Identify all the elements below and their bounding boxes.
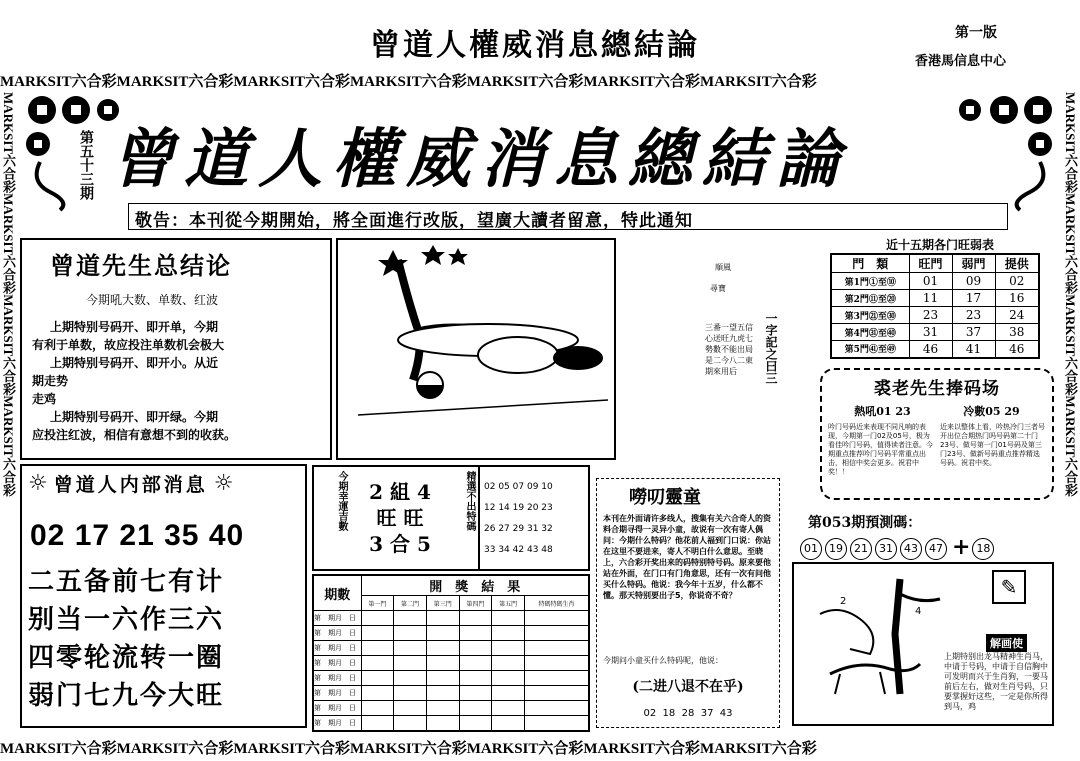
lottery-cell <box>394 716 427 731</box>
wang-cell: 41 <box>952 341 995 358</box>
summary-line: 期走势 <box>32 374 69 388</box>
lottery-cell <box>361 626 394 641</box>
issue-label: 第五十三期 <box>78 130 93 200</box>
wang-cell: 16 <box>995 290 1039 307</box>
lottery-cell <box>524 716 589 731</box>
lottery-row <box>313 716 589 731</box>
elder-hot: 熱吼01 23 <box>854 405 911 418</box>
wang-cell: 37 <box>952 324 995 341</box>
forecast-balls <box>800 534 997 560</box>
wang-header: 旺門 <box>909 254 952 273</box>
inner-news-numbers: 02 17 21 35 40 <box>30 519 245 552</box>
lottery-cell <box>361 686 394 701</box>
lottery-cell <box>459 611 492 626</box>
lottery-cell <box>426 656 459 671</box>
lottery-cell <box>361 641 394 656</box>
lottery-cell <box>394 656 427 671</box>
lottery-cell <box>492 626 525 641</box>
combo-row3: 3 合 5 <box>369 532 431 556</box>
main-title: 曾道人權威消息總結論 <box>110 122 850 197</box>
lottery-cell <box>426 716 459 731</box>
summary-box <box>20 238 332 460</box>
sun-icon: ☼ <box>213 471 234 496</box>
inner-news-title: 曾道人内部消息 <box>53 474 208 496</box>
tree-duck-illustration <box>338 240 614 458</box>
child-numbers: 02 18 28 37 43 <box>643 708 733 719</box>
summary-line: 上期特别号码开、即开单，今期 <box>50 320 219 334</box>
lottery-row-label: 第 期月 日 <box>313 611 361 626</box>
child-body: 本刊在外面请许多线人，搜集有关六合奇人的资料合期寻得一灵异小童，故说有一次有寄人偶问：今期什么特码？他花前人福到门口说：你站在这里不要进来，寄人不明白什么意思。至晓上，六合彩开奖出来的码特别特号码。原来要他站在外面，在门口有门角意思，还有一次有问他买什么特码。他说：我今年十五岁，什么都不懂。那天特别要出子5，你说奇不奇？ <box>603 514 771 600</box>
painting-box <box>792 562 1054 726</box>
summary-line: 走鸡 <box>32 392 57 406</box>
forecast-ball: 31 <box>875 538 897 560</box>
wang-cell: 02 <box>995 273 1039 290</box>
coin-ornament-left <box>20 92 120 212</box>
combo-row2: 旺 旺 <box>376 506 424 530</box>
lottery-cell <box>394 701 427 716</box>
lottery-cell <box>524 626 589 641</box>
lottery-cell <box>459 641 492 656</box>
select-row: 33 34 42 43 48 <box>484 545 553 555</box>
lottery-row <box>313 626 589 641</box>
horse-deer-illustration <box>800 574 950 714</box>
wang-cell: 46 <box>995 341 1039 358</box>
wang-header: 弱門 <box>952 254 995 273</box>
lottery-cell <box>426 701 459 716</box>
wang-cell: 31 <box>909 324 952 341</box>
edition-label: 第一版 <box>955 25 997 41</box>
lottery-row-label: 第 期月 日 <box>313 701 361 716</box>
lottery-cell <box>459 701 492 716</box>
elder-text-left: 吟门号码近来表现不同凡响的表现，今期第一门02及05号，极为看佳吟门号码，值得读者注意。今期重点推荐吟门号码平常重点出击，相信中奖会更多。祝君中奖！！ <box>828 423 933 476</box>
wang-cell: 09 <box>952 273 995 290</box>
lottery-row <box>313 701 589 716</box>
lottery-cell <box>394 671 427 686</box>
lottery-sub-header: 第四門 <box>459 596 492 611</box>
lottery-cell <box>426 611 459 626</box>
wang-cell: 46 <box>909 341 952 358</box>
select-numbers-box <box>478 465 590 571</box>
lottery-cell <box>361 611 394 626</box>
inner-news-line: 弱门七九今大旺 <box>28 681 225 711</box>
lottery-row-label: 第 期月 日 <box>313 656 361 671</box>
lottery-row <box>313 671 589 686</box>
wang-cell: 38 <box>995 324 1039 341</box>
poem-verse: 三番一望五信心送旺九虎七勢數不能出局是二今八二東期來用后 <box>705 323 753 376</box>
plus-sign: + <box>952 534 971 560</box>
lottery-row-label: 第 期月 日 <box>313 626 361 641</box>
marksit-side-left: MARKSIT六合彩MARKSIT六合彩MARKSIT六合彩MARKSIT六合彩 <box>1 92 16 497</box>
wang-row-label: 第3門㉑至㉚ <box>831 307 909 324</box>
wang-table-title: 近十五期各门旺弱表 <box>885 238 994 252</box>
lottery-cell <box>426 686 459 701</box>
lottery-cell <box>524 701 589 716</box>
lottery-table <box>312 574 590 732</box>
wang-cell: 17 <box>952 290 995 307</box>
forecast-ball: 43 <box>900 538 922 560</box>
lottery-sub-header: 第一門 <box>361 596 394 611</box>
wang-cell: 01 <box>909 273 952 290</box>
lottery-cell <box>459 671 492 686</box>
poem-author-b: 尋寶 <box>710 284 726 293</box>
lottery-cell <box>394 686 427 701</box>
poem-author-a: 順風 <box>715 263 731 272</box>
elder-text-right: 近来以整体上看，吟热冷门三者号开出位合期热门吗号码第二十门23号、做号第一门01号码及第三门23号、做新号码重点推荐精选号码。祝君中奖。 <box>940 423 1045 467</box>
lottery-cell <box>459 626 492 641</box>
lottery-cell <box>459 716 492 731</box>
inner-news-line: 别当一六作三六 <box>28 605 225 635</box>
lottery-row <box>313 611 589 626</box>
wang-cell: 11 <box>909 290 952 307</box>
notice-banner: 敬告：本刊從今期開始，將全面進行改版，望廣大讀者留意，特此通知 <box>128 203 1008 230</box>
lottery-cell <box>426 641 459 656</box>
lottery-cell <box>361 671 394 686</box>
marksit-strip-bottom: MARKSIT六合彩MARKSIT六合彩MARKSIT六合彩MARKSIT六合彩MARKSIT六合彩MARKSIT六合彩MARKSIT六合彩 <box>0 741 817 757</box>
summary-line: 上期特别号码开、即开绿。今期 <box>50 410 219 424</box>
child-title: 嘮叨靈童 <box>629 487 701 508</box>
lottery-cell <box>492 641 525 656</box>
wang-cell: 24 <box>995 307 1039 324</box>
summary-title: 曾道先生总结论 <box>50 251 232 280</box>
source-label: 香港馬信息中心 <box>915 54 1007 69</box>
lottery-cell <box>394 611 427 626</box>
lottery-row <box>313 656 589 671</box>
lottery-cell <box>492 716 525 731</box>
marksit-side-right: MARKSIT六合彩MARKSIT六合彩MARKSIT六合彩MARKSIT六合彩 <box>1063 92 1078 497</box>
elder-title: 裘老先生捧码场 <box>874 379 1000 399</box>
wang-cell: 23 <box>952 307 995 324</box>
summary-line: 有利于单数，故应投注单数机会极大 <box>32 338 225 352</box>
lottery-cell <box>394 626 427 641</box>
lottery-cell <box>394 641 427 656</box>
lottery-row-label: 第 期月 日 <box>313 686 361 701</box>
elder-cold: 冷數05 29 <box>963 405 1020 418</box>
sun-icon: ☼ <box>28 471 48 496</box>
lottery-cell <box>459 686 492 701</box>
lottery-row-label: 第 期月 日 <box>313 641 361 656</box>
lottery-row-label: 第 期月 日 <box>313 716 361 731</box>
inner-news-line: 二五备前七有计 <box>28 567 225 597</box>
lottery-sub-header: 特碼特碼生肖 <box>524 596 589 611</box>
wang-row-label: 第5門㊶至㊾ <box>831 341 909 358</box>
forecast-ball: 47 <box>925 538 947 560</box>
painting-label: 解画使 <box>986 634 1027 652</box>
combo-box <box>312 465 480 571</box>
combo-right-label: 精選不出特碼 <box>464 471 475 531</box>
lottery-cell <box>426 626 459 641</box>
lottery-cell <box>492 671 525 686</box>
lottery-sub-header: 第三門 <box>426 596 459 611</box>
wang-cell: 23 <box>909 307 952 324</box>
svg-text:2: 2 <box>840 596 847 607</box>
select-row: 26 27 29 31 32 <box>484 524 553 534</box>
lottery-cell <box>492 701 525 716</box>
lottery-cell <box>524 656 589 671</box>
top-title: 曾道人權威消息總結論 <box>370 28 700 63</box>
forecast-title: 第053期預測碼： <box>808 515 922 531</box>
lottery-cell <box>524 686 589 701</box>
elder-box <box>820 368 1054 500</box>
wang-row-label: 第4門㉛至㊵ <box>831 324 909 341</box>
painting-icon: ✎ <box>992 570 1026 604</box>
poem-vertical-title: 一字記之曰三 <box>764 312 778 384</box>
lottery-sub-header: 第二門 <box>394 596 427 611</box>
lottery-row <box>313 641 589 656</box>
wang-table <box>830 253 1040 359</box>
lottery-cell <box>361 701 394 716</box>
lottery-cell <box>361 656 394 671</box>
lottery-cell <box>459 656 492 671</box>
summary-line: 上期特别号码开、即开小。从近 <box>50 356 219 370</box>
wang-header: 提供 <box>995 254 1039 273</box>
child-box <box>596 478 780 728</box>
lottery-cell <box>361 716 394 731</box>
combo-row1: 2 組 4 <box>369 480 431 504</box>
lottery-cell <box>426 671 459 686</box>
summary-subtitle: 今期吼大数、单数、红波 <box>86 293 219 307</box>
lottery-cell <box>492 656 525 671</box>
lottery-cell <box>492 611 525 626</box>
inner-news-box <box>20 464 307 728</box>
select-row: 02 05 07 09 10 <box>484 482 553 492</box>
lottery-cell <box>524 611 589 626</box>
forecast-ball: 21 <box>850 538 872 560</box>
wang-row-label: 第1門①至⑩ <box>831 273 909 290</box>
wang-row-label: 第2門⑪至⑳ <box>831 290 909 307</box>
svg-text:4: 4 <box>915 606 922 617</box>
forecast-special-ball: 18 <box>972 538 994 560</box>
select-row: 12 14 19 20 23 <box>484 503 553 513</box>
wang-header: 門 類 <box>831 254 909 273</box>
combo-left-label: 今期幸運吉數 <box>336 471 347 531</box>
lottery-row-label: 第 期月 日 <box>313 671 361 686</box>
lottery-cell <box>524 671 589 686</box>
marksit-strip-top: MARKSIT六合彩MARKSIT六合彩MARKSIT六合彩MARKSIT六合彩MARKSIT六合彩MARKSIT六合彩MARKSIT六合彩 <box>0 74 817 90</box>
lottery-period-header: 期數 <box>313 575 361 611</box>
inner-news-line: 四零轮流转一圈 <box>28 643 225 673</box>
child-question: 今期问小童买什么特码呢，他说： <box>603 656 723 665</box>
forecast-ball: 01 <box>800 538 822 560</box>
lottery-cell <box>524 641 589 656</box>
illustration-box <box>336 238 616 460</box>
lottery-sub-header: 第五門 <box>492 596 525 611</box>
painting-text: 上期特别出龙马精神生肖马，中请于号码，中请于自信胸中可发明而兴于生肖狗，一要马前后左右，做对生肖号码，只要掌握好这些，一定是你所得到马，鸡 <box>944 652 1048 711</box>
summary-line: 应投注红波，相信有意想不到的收获。 <box>32 428 237 442</box>
child-answer: (二进八退不在乎) <box>632 679 744 695</box>
forecast-ball: 19 <box>825 538 847 560</box>
lottery-result-header: 開 獎 結 果 <box>361 575 589 596</box>
lottery-row <box>313 686 589 701</box>
lottery-cell <box>492 686 525 701</box>
